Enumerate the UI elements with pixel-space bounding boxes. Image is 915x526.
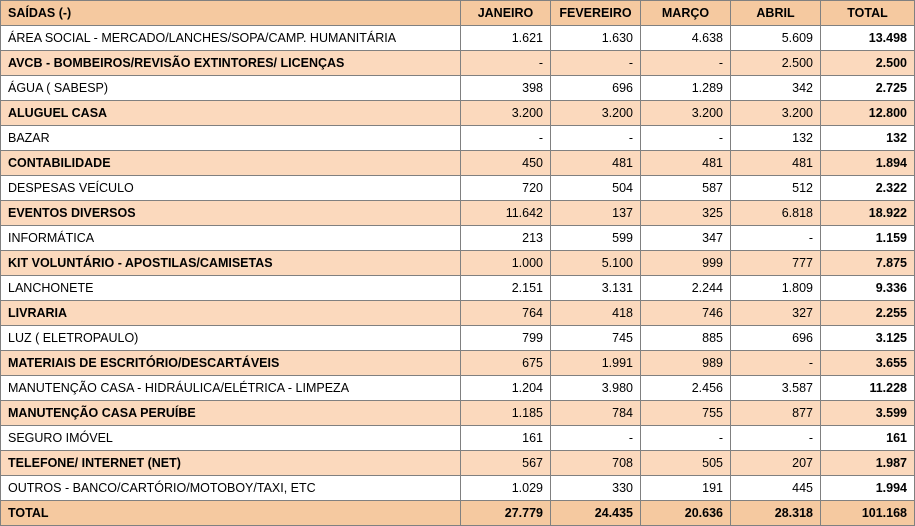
table-row <box>1 201 915 226</box>
row-value: 327 <box>731 301 821 326</box>
table-row <box>1 301 915 326</box>
row-value: 999 <box>641 251 731 276</box>
row-label: ÁREA SOCIAL - MERCADO/LANCHES/SOPA/CAMP. HUMANITÁRIA <box>1 26 461 51</box>
row-value: 325 <box>641 201 731 226</box>
row-value: 2.244 <box>641 276 731 301</box>
row-value: - <box>461 126 551 151</box>
row-value: 481 <box>551 151 641 176</box>
row-value: - <box>551 126 641 151</box>
row-value: - <box>641 126 731 151</box>
row-label: CONTABILIDADE <box>1 151 461 176</box>
row-total: 1.994 <box>821 476 915 501</box>
row-label: LANCHONETE <box>1 276 461 301</box>
row-total: 2.255 <box>821 301 915 326</box>
row-total: 7.875 <box>821 251 915 276</box>
row-value: 505 <box>641 451 731 476</box>
row-value: 720 <box>461 176 551 201</box>
column-header-saidas: SAÍDAS (-) <box>1 1 461 26</box>
footer-value-total: 101.168 <box>821 501 915 526</box>
row-value: 6.818 <box>731 201 821 226</box>
row-value: 330 <box>551 476 641 501</box>
row-value: 347 <box>641 226 731 251</box>
row-total: 3.599 <box>821 401 915 426</box>
column-header-marco: MARÇO <box>641 1 731 26</box>
column-header-janeiro: JANEIRO <box>461 1 551 26</box>
row-value: - <box>551 51 641 76</box>
row-total: 13.498 <box>821 26 915 51</box>
row-value: 2.151 <box>461 276 551 301</box>
table-row <box>1 276 915 301</box>
row-label: LIVRARIA <box>1 301 461 326</box>
row-value: 450 <box>461 151 551 176</box>
footer-value-marco: 20.636 <box>641 501 731 526</box>
table-row <box>1 451 915 476</box>
row-value: 4.638 <box>641 26 731 51</box>
row-label: LUZ ( ELETROPAULO) <box>1 326 461 351</box>
table-row <box>1 476 915 501</box>
row-value: 418 <box>551 301 641 326</box>
row-value: 675 <box>461 351 551 376</box>
row-total: 1.987 <box>821 451 915 476</box>
row-value: 512 <box>731 176 821 201</box>
footer-value-abril: 28.318 <box>731 501 821 526</box>
row-total: 11.228 <box>821 376 915 401</box>
row-label: ALUGUEL CASA <box>1 101 461 126</box>
row-value: - <box>731 426 821 451</box>
footer-value-janeiro: 27.779 <box>461 501 551 526</box>
row-value: 755 <box>641 401 731 426</box>
row-value: 567 <box>461 451 551 476</box>
row-value: 777 <box>731 251 821 276</box>
row-value: 504 <box>551 176 641 201</box>
table-row <box>1 126 915 151</box>
row-total: 3.655 <box>821 351 915 376</box>
row-total: 2.322 <box>821 176 915 201</box>
row-total: 1.894 <box>821 151 915 176</box>
row-total: 12.800 <box>821 101 915 126</box>
row-value: 398 <box>461 76 551 101</box>
column-header-abril: ABRIL <box>731 1 821 26</box>
header-row <box>1 1 915 26</box>
row-value: 1.991 <box>551 351 641 376</box>
row-value: 3.131 <box>551 276 641 301</box>
table-footer <box>1 501 915 526</box>
row-value: 1.809 <box>731 276 821 301</box>
row-value: 3.200 <box>461 101 551 126</box>
table-row <box>1 401 915 426</box>
table-row <box>1 251 915 276</box>
row-value: - <box>461 51 551 76</box>
table-row <box>1 101 915 126</box>
table-row <box>1 51 915 76</box>
row-value: 213 <box>461 226 551 251</box>
row-value: 342 <box>731 76 821 101</box>
row-value: 1.204 <box>461 376 551 401</box>
row-value: 696 <box>551 76 641 101</box>
row-value: 708 <box>551 451 641 476</box>
row-value: 784 <box>551 401 641 426</box>
row-value: 5.100 <box>551 251 641 276</box>
row-value: 764 <box>461 301 551 326</box>
row-label: BAZAR <box>1 126 461 151</box>
row-label: SEGURO IMÓVEL <box>1 426 461 451</box>
row-value: 207 <box>731 451 821 476</box>
row-label: MATERIAIS DE ESCRITÓRIO/DESCARTÁVEIS <box>1 351 461 376</box>
table-row <box>1 376 915 401</box>
table-row <box>1 326 915 351</box>
row-value: 3.587 <box>731 376 821 401</box>
row-label: ÁGUA ( SABESP) <box>1 76 461 101</box>
row-value: 989 <box>641 351 731 376</box>
row-total: 1.159 <box>821 226 915 251</box>
table-header <box>1 1 915 26</box>
row-value: 1.289 <box>641 76 731 101</box>
row-label: INFORMÁTICA <box>1 226 461 251</box>
row-label: MANUTENÇÃO CASA PERUÍBE <box>1 401 461 426</box>
row-value: 1.185 <box>461 401 551 426</box>
row-label: TELEFONE/ INTERNET (NET) <box>1 451 461 476</box>
row-total: 9.336 <box>821 276 915 301</box>
footer-label: TOTAL <box>1 501 461 526</box>
table-row <box>1 226 915 251</box>
row-value: 3.200 <box>731 101 821 126</box>
row-value: 2.500 <box>731 51 821 76</box>
row-value: 161 <box>461 426 551 451</box>
row-value: 599 <box>551 226 641 251</box>
table-row <box>1 426 915 451</box>
table-row <box>1 76 915 101</box>
row-total: 3.125 <box>821 326 915 351</box>
footer-row <box>1 501 915 526</box>
row-total: 2.725 <box>821 76 915 101</box>
row-value: 696 <box>731 326 821 351</box>
row-total: 2.500 <box>821 51 915 76</box>
row-value: 191 <box>641 476 731 501</box>
column-header-total: TOTAL <box>821 1 915 26</box>
row-label: EVENTOS DIVERSOS <box>1 201 461 226</box>
row-value: 3.980 <box>551 376 641 401</box>
row-total: 132 <box>821 126 915 151</box>
row-value: 885 <box>641 326 731 351</box>
row-value: 1.621 <box>461 26 551 51</box>
row-value: 137 <box>551 201 641 226</box>
table-body <box>1 26 915 501</box>
row-value: 132 <box>731 126 821 151</box>
row-value: - <box>641 51 731 76</box>
row-value: 1.029 <box>461 476 551 501</box>
row-value: - <box>551 426 641 451</box>
row-label: KIT VOLUNTÁRIO - APOSTILAS/CAMISETAS <box>1 251 461 276</box>
row-value: - <box>731 226 821 251</box>
row-value: 481 <box>731 151 821 176</box>
row-value: 745 <box>551 326 641 351</box>
row-value: - <box>731 351 821 376</box>
row-value: 481 <box>641 151 731 176</box>
table-row <box>1 151 915 176</box>
table-row <box>1 351 915 376</box>
table-row <box>1 176 915 201</box>
row-total: 161 <box>821 426 915 451</box>
row-value: - <box>641 426 731 451</box>
row-label: DESPESAS VEÍCULO <box>1 176 461 201</box>
row-label: OUTROS - BANCO/CARTÓRIO/MOTOBOY/TAXI, ETC <box>1 476 461 501</box>
footer-value-fevereiro: 24.435 <box>551 501 641 526</box>
row-value: 3.200 <box>551 101 641 126</box>
row-value: 1.630 <box>551 26 641 51</box>
row-value: 2.456 <box>641 376 731 401</box>
row-label: MANUTENÇÃO CASA - HIDRÁULICA/ELÉTRICA - LIMPEZA <box>1 376 461 401</box>
table-row <box>1 26 915 51</box>
row-value: 877 <box>731 401 821 426</box>
row-value: 11.642 <box>461 201 551 226</box>
row-value: 799 <box>461 326 551 351</box>
row-value: 5.609 <box>731 26 821 51</box>
row-value: 445 <box>731 476 821 501</box>
row-value: 587 <box>641 176 731 201</box>
row-total: 18.922 <box>821 201 915 226</box>
row-value: 746 <box>641 301 731 326</box>
row-value: 3.200 <box>641 101 731 126</box>
row-value: 1.000 <box>461 251 551 276</box>
row-label: AVCB - BOMBEIROS/REVISÃO EXTINTORES/ LICENÇAS <box>1 51 461 76</box>
column-header-fevereiro: FEVEREIRO <box>551 1 641 26</box>
